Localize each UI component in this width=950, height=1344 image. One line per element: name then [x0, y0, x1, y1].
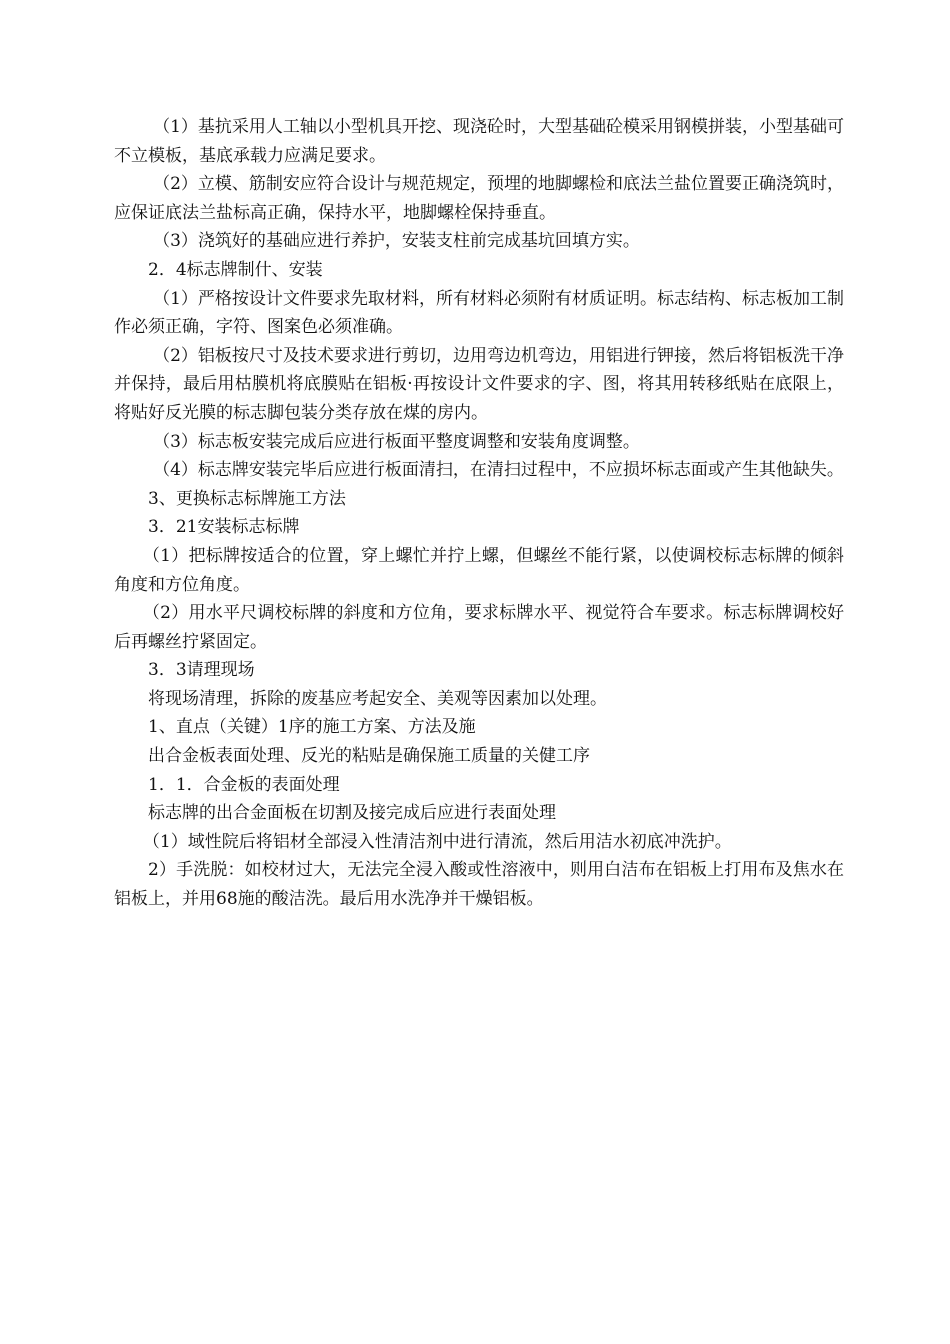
paragraph-surface-treatment: 标志牌的出合金面板在切割及接完成后应进行表面处理 [148, 803, 556, 824]
document-body [114, 113, 844, 914]
section-heading-surface-treatment: 1．1．合金板的表面处理 [148, 774, 340, 795]
paragraph-key-process: 出合金板表面处理、反光的粘贴是确保施工质量的关健工序 [148, 746, 590, 767]
paragraph-panel-adjustment: （3）标志板安装完成后应进行板面平整度调整和安装角度调整。 [153, 431, 640, 452]
section-heading-sign-fabrication: 2．4标志牌制什、安装 [148, 259, 323, 280]
paragraph-hand-washing: 2）手洗脱：如校材过大，无法完全浸入酸或性溶液中，则用白洁布在铝板上打用布及焦水在铝板上，并用68施的酸洁洗。最后用水洗净并干燥铝板。 [114, 860, 844, 910]
paragraph-formwork: （2）立模、筋制安应符合设计与规范规定，预埋的地脚螺检和底法兰盐位置要正确浇筑时，应保证底法兰盐标高正确，保持水平，地脚螺栓保持垂直。 [114, 174, 844, 223]
paragraph-aluminum-cutting: （2）铝板按尺寸及技术要求进行剪切，边用弯边机弯边，用铝进行钾接，然后将铝板洗干净并保持，最后用枯膜机将底膜贴在铝板·再按设计文件要求的字、图，将其用转移纸贴在底限上，将贴好反光膜的标志脚包装分类存放在煤的房内。 [114, 345, 844, 423]
section-heading-sign-replacement: 3、更换标志标牌施工方法 [148, 488, 346, 509]
section-heading-site-cleanup: 3．3请理现场 [148, 660, 255, 681]
paragraph-foundation-excavation: （1）基抗采用人工轴以小型机具开挖、现浇砼时，大型基础砼模采用钢模拼装，小型基础可不立模板，基底承载力应满足要求。 [114, 117, 844, 166]
paragraph-materials: （1）严格按设计文件要求先取材料，所有材料必须附有材质证明。标志结构、标志板加工制作必须正确，字符、图案色必须准确。 [114, 288, 844, 338]
paragraph-level-adjustment: （2）用水平尺调校标牌的斜度和方位角，要求标牌水平、视觉符合车要求。标志标牌调校好后再螺丝拧紧固定。 [114, 603, 844, 652]
paragraph-bolt-mounting: （1）把标牌按适合的位置，穿上螺忙并拧上螺，但螺丝不能行紧，以使调校标志标牌的倾斜角度和方位角度。 [114, 545, 844, 595]
paragraph-curing: （3）浇筑好的基础应进行养护，安装支柱前完成基坑回填方实。 [153, 231, 640, 252]
paragraph-immersion-cleaning: （1）域性院后将铝材全部浸入性清洁剂中进行清流，然后用洁水初底冲洗护。 [142, 831, 732, 852]
section-heading-key-process: 1、直点（关键）1序的施工方案、方法及施 [148, 717, 476, 738]
section-heading-sign-installation: 3．21安装标志标牌 [148, 517, 300, 538]
paragraph-panel-cleaning: （4）标志牌安装完毕后应进行板面清扫，在清扫过程中，不应损坏标志面或产生其他缺失。 [153, 460, 844, 481]
paragraph-site-cleanup: 将现场清理，拆除的废基应考起安全、美观等因素加以处理。 [148, 688, 607, 709]
